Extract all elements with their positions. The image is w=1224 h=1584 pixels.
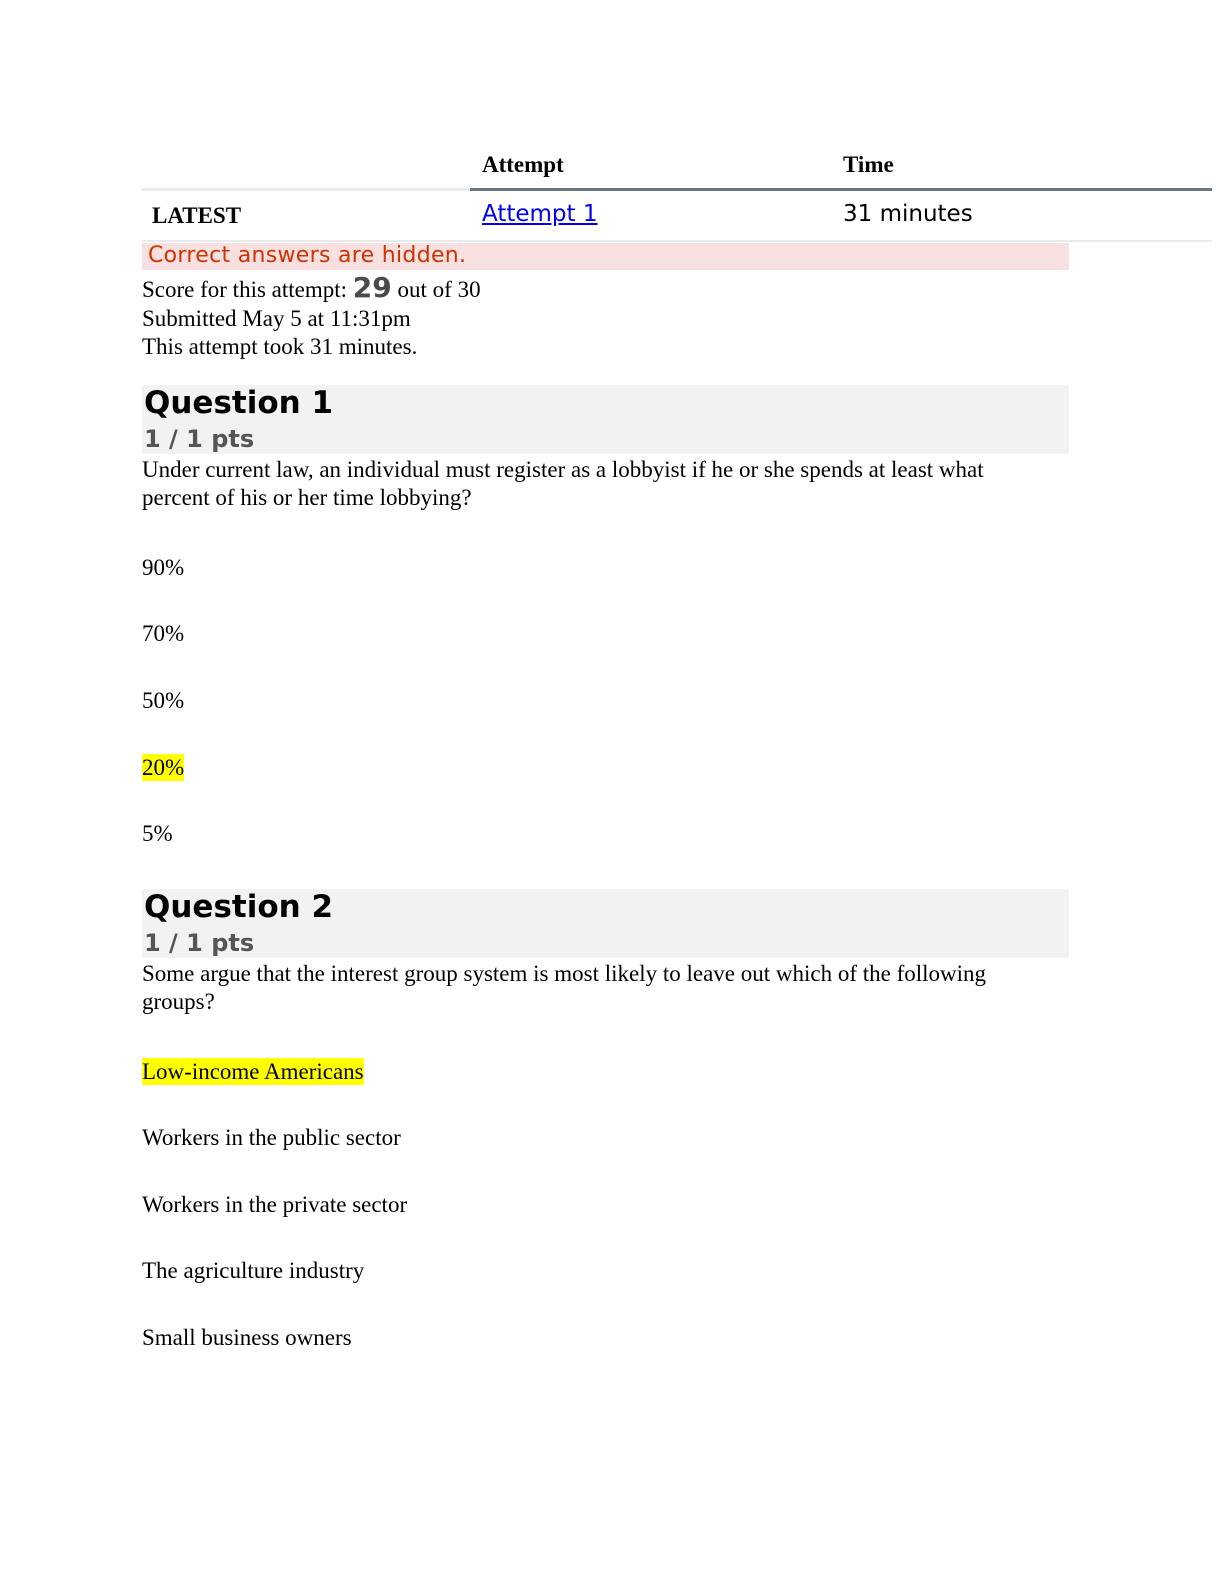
question-text: Some argue that the interest group system is most likely to leave out which of the following groups? [142,961,987,1014]
question-title: Question 2 [144,889,334,925]
score-prefix: Score for this attempt: [142,277,353,302]
latest-label: LATEST [152,203,242,228]
answer-option: Workers in the private sector [142,1192,408,1217]
answer-option: 90% [142,555,185,580]
answer-option: 5% [142,821,173,846]
answer-option: 70% [142,621,185,646]
question-2-header [142,889,1069,958]
answer-option: Workers in the public sector [142,1125,401,1150]
time-column-header: Time [843,152,894,177]
answer-option-selected: 20% [142,755,185,780]
table-header-row [142,148,1212,191]
score-suffix: out of 30 [391,277,481,302]
attempt-duration: This attempt took 31 minutes. [142,334,418,359]
attempt-history-table [142,148,1212,241]
score-value: 29 [352,271,392,304]
question-title: Question 1 [144,385,334,421]
answer-option: Small business owners [142,1325,352,1350]
answer-option-selected: Low-income Americans [142,1059,364,1084]
submitted-time: Submitted May 5 at 11:31pm [142,305,411,331]
attempt-time: 31 minutes [843,201,973,227]
row-divider [142,240,1212,242]
question-points: 1 / 1 pts [144,425,255,453]
answers-hidden-notice [142,243,1069,270]
question-points: 1 / 1 pts [144,929,255,957]
question-1-header [142,385,1069,454]
table-row [142,191,1212,241]
notice-text: Correct answers are hidden. [148,243,467,268]
score-line [142,271,481,305]
attempt-column-header: Attempt [482,152,564,177]
attempt-link[interactable]: Attempt 1 [482,201,598,227]
answer-option: The agriculture industry [142,1258,365,1283]
answer-option: 50% [142,688,185,713]
score-summary [142,271,481,362]
question-text: Under current law, an individual must register as a lobbyist if he or she spends at least what percent of his or her time lobbying? [142,457,984,510]
